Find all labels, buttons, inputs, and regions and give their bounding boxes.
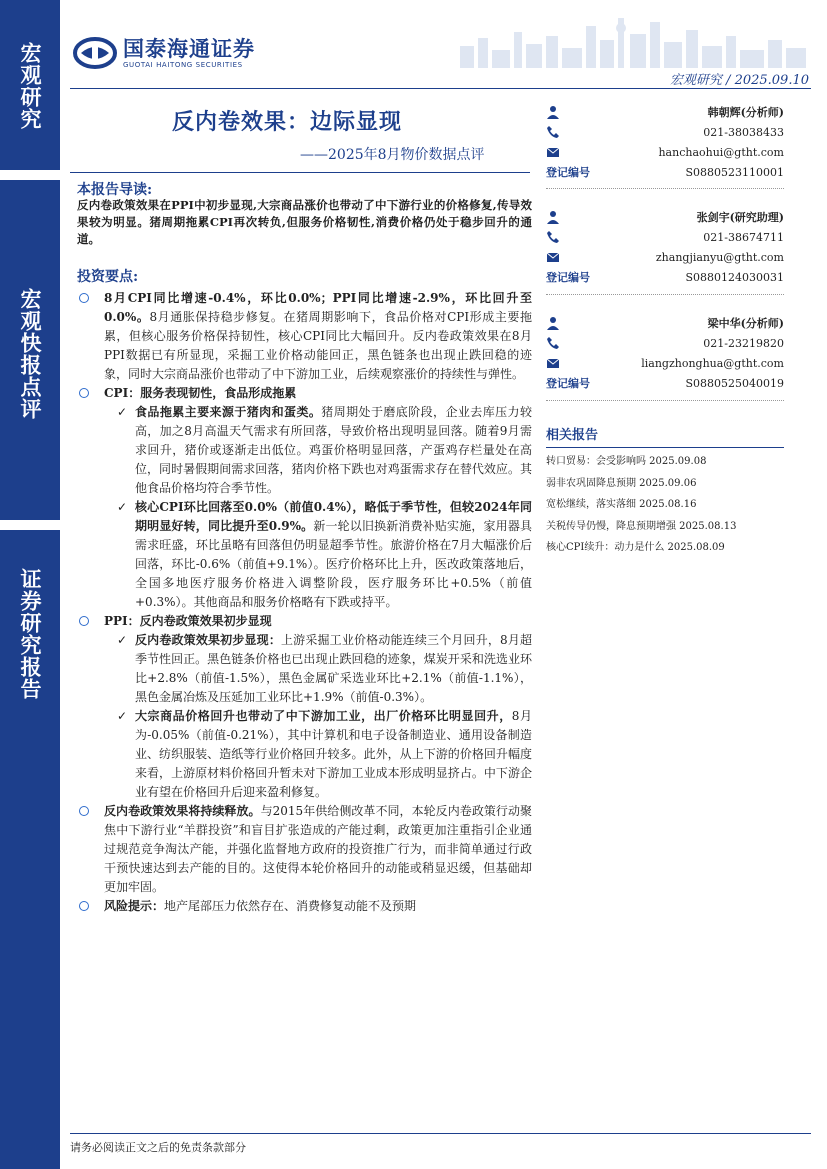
intro-text: 反内卷政策效果在PPI中初步显现,大宗商品涨价也带动了中下游行业的价格修复,传导效果较为明显。猪周期拖累CPI再次转负,但服务价格韧性,消费价格仍处于稳步回升的通道。: [77, 198, 532, 246]
analyst-reg-label: 登记编号: [546, 377, 590, 390]
related-heading: 相关报告: [546, 424, 784, 448]
logo-name-cn: 国泰海通证券: [123, 37, 255, 61]
point-2a-bold: 食品拖累主要来源于猪肉和蛋类。: [135, 405, 322, 419]
analyst-email[interactable]: hanchaohui@gtht.com: [658, 145, 784, 159]
investment-points: [77, 289, 532, 916]
analyst-reg-no: S0880525040019: [685, 376, 784, 390]
person-icon: [546, 210, 560, 224]
point-5-bold: 风险提示：: [104, 899, 165, 913]
email-icon: [546, 145, 560, 159]
related-reports: [546, 424, 784, 559]
related-item[interactable]: 关税传导仍慢，降息预期增强 2025.08.13: [546, 520, 737, 532]
analyst-name: 梁中华(分析师): [707, 317, 784, 330]
point-1: [77, 289, 532, 384]
point-1-bold: 8月CPI同比增速-0.4%，环比0.0%；PPI同比增速-2.9%，环比回升至0.0%。: [104, 291, 532, 324]
point-2a-text: 猪周期处于磨底阶段，企业去库压力较高，加之8月高温天气需求有所回落，导致价格出现明显回落。随着9月需求回升，猪价或逐渐走出低位。鸡蛋价格明显回落，产蛋鸡存栏量处在高位，同时暑假期间需求回落，猪肉价格下跌也对鸡蛋需求存在替代效应。其他食品价格均符合季节性。: [135, 405, 532, 495]
analyst-reg-label: 登记编号: [546, 271, 590, 284]
company-logo: [73, 37, 255, 69]
email-icon: [546, 250, 560, 264]
analyst-phone: 021-23219820: [703, 336, 784, 350]
points-heading: 投资要点:: [77, 269, 139, 285]
footer-divider: [70, 1133, 811, 1134]
related-item[interactable]: 转口贸易：会受影响吗 2025.09.08: [546, 456, 707, 467]
footer-disclaimer: 请务必阅读正文之后的免责条款部分: [70, 1141, 246, 1154]
point-3b: [77, 707, 532, 802]
phone-icon: [546, 336, 560, 350]
page-subtitle: ——2025年8月物价数据点评: [300, 147, 485, 163]
header-divider: [70, 88, 811, 89]
sidebar-bottom-label: 证券研究报告: [18, 568, 43, 700]
point-3b-bold: 大宗商品价格回升也带动了中下游加工业，出厂价格环比明显回升，: [135, 709, 512, 723]
analyst-card-3: [546, 313, 784, 393]
analyst-reg-no: S0880124030031: [685, 270, 784, 284]
sidebar-block-bottom: [0, 530, 60, 1169]
point-3b-text: 8月为-0.05%（前值-0.21%），其中计算机和电子设备制造业、通用设备制造业、纺织服装、造纸等行业价格回升较多。此外，从上下游的价格回升幅度来看，上游原材料价格回升暂未对下游加工业成本形成明显挤占。中下游企业有望在价格回升后迎来盈利修复。: [135, 709, 532, 799]
related-item[interactable]: 核心CPI续升：动力是什么 2025.08.09: [546, 542, 725, 553]
point-3a-bold: 反内卷政策效果初步显现：: [135, 633, 282, 647]
title-divider: [70, 172, 530, 173]
phone-icon: [546, 125, 560, 139]
point-2b-bold: 核心CPI环比回落至0.0%（前值0.4%），略低于季节性，但较2024年同期明显好转，同比提升至0.9%。: [135, 500, 532, 533]
point-4: [77, 802, 532, 897]
analyst-card-1: [546, 102, 784, 182]
analyst-card-2: [546, 207, 784, 287]
analyst-name: 韩朝辉(分析师): [707, 106, 784, 119]
logo-name-en: GUOTAI HAITONG SECURITIES: [123, 61, 243, 69]
point-4-bold: 反内卷政策效果将持续释放。: [104, 804, 261, 818]
point-2b: [77, 498, 532, 612]
intro-heading: 本报告导读:: [77, 182, 153, 198]
analyst-divider: [546, 400, 784, 401]
phone-icon: [546, 230, 560, 244]
analyst-phone: 021-38038433: [703, 125, 784, 139]
point-2-heading: CPI：服务表现韧性，食品形成拖累: [77, 384, 532, 403]
point-1-text: 8月通胀保持稳步修复。在猪周期影响下，食品价格对CPI形成主要拖累，但核心服务价格保持韧性，核心CPI同比大幅回升。反内卷政策效果在8月PPI数据已有所显现，采掘工业价格动能回正，黑色链条也出现止跌回稳的迹象，同时大宗商品涨价也带动了中下游加工业，后续观察涨价的持续性与弹性。: [104, 310, 532, 381]
point-2b-text: 新一轮以旧换新消费补贴实施，家用器具需求旺盛，环比虽略有回落但仍明显超季节性。旅游价格在7月大幅涨价后回落，环比-0.6%（前值+9.1%）。医疗价格环比上升，医改政策落地后，全国多地医疗服务价格进入调整阶段，医疗服务环比+0.5%（前值+0.3%）。其他商品和服务价格略有下跌或持平。: [135, 519, 532, 609]
analyst-phone: 021-38674711: [703, 230, 784, 244]
logo-mark-icon: [73, 37, 117, 69]
person-icon: [546, 105, 560, 119]
point-5-text: 地产尾部压力依然存在、消费修复动能不及预期: [164, 899, 417, 913]
person-icon: [546, 316, 560, 330]
point-2a: [77, 403, 532, 498]
point-3a: [77, 631, 532, 707]
analyst-name: 张剑宇(研究助理): [696, 211, 784, 224]
analyst-reg-label: 登记编号: [546, 166, 590, 179]
analyst-divider: [546, 188, 784, 189]
analyst-email[interactable]: zhangjianyu@gtht.com: [655, 250, 784, 264]
sidebar-top-label: 宏观研究: [18, 42, 43, 130]
sidebar-block-middle: [0, 180, 60, 520]
header-category-date: 宏观研究 / 2025.09.10: [669, 73, 809, 88]
analyst-divider: [546, 294, 784, 295]
analyst-reg-no: S0880523110001: [685, 165, 784, 179]
sidebar-middle-label: 宏观快报点评: [18, 288, 43, 420]
point-4-text: 与2015年供给侧改革不同，本轮反内卷政策行动聚焦中下游行业“羊群投资”和盲目扩张造成的产能过剩，政策更加注重指引企业通过规范竞争淘汰产能，并强化监督地方政府的投资推广行为，而非简单通过行政干预快速达到去产能的目的。这使得本轮价格回升的动能或稍显迟缓，但基础却更加牢固。: [104, 804, 532, 894]
city-skyline-icon: [450, 6, 810, 68]
email-icon: [546, 356, 560, 370]
page-title: 反内卷效果：边际显现: [172, 109, 403, 135]
point-5: [77, 897, 532, 916]
point-3a-text: 上游采掘工业价格动能连续三个月回升，8月超季节性回正。黑色链条价格也已出现止跌回稳的迹象，煤炭开采和洗选业环比+2.8%（前值-1.5%），黑色金属矿采选业环比+2.1%（前值-1.1%），黑色金属冶炼及压延加工业环比+1.9%（前值-0.3%）。: [135, 633, 532, 704]
sidebar-block-top: [0, 0, 60, 170]
related-item[interactable]: 弱非农巩固降息预期 2025.09.06: [546, 477, 697, 489]
related-item[interactable]: 宽松继续，落实落细 2025.08.16: [546, 499, 697, 510]
point-3-heading: PPI：反内卷政策效果初步显现: [77, 612, 532, 631]
analyst-email[interactable]: liangzhonghua@gtht.com: [641, 356, 784, 370]
